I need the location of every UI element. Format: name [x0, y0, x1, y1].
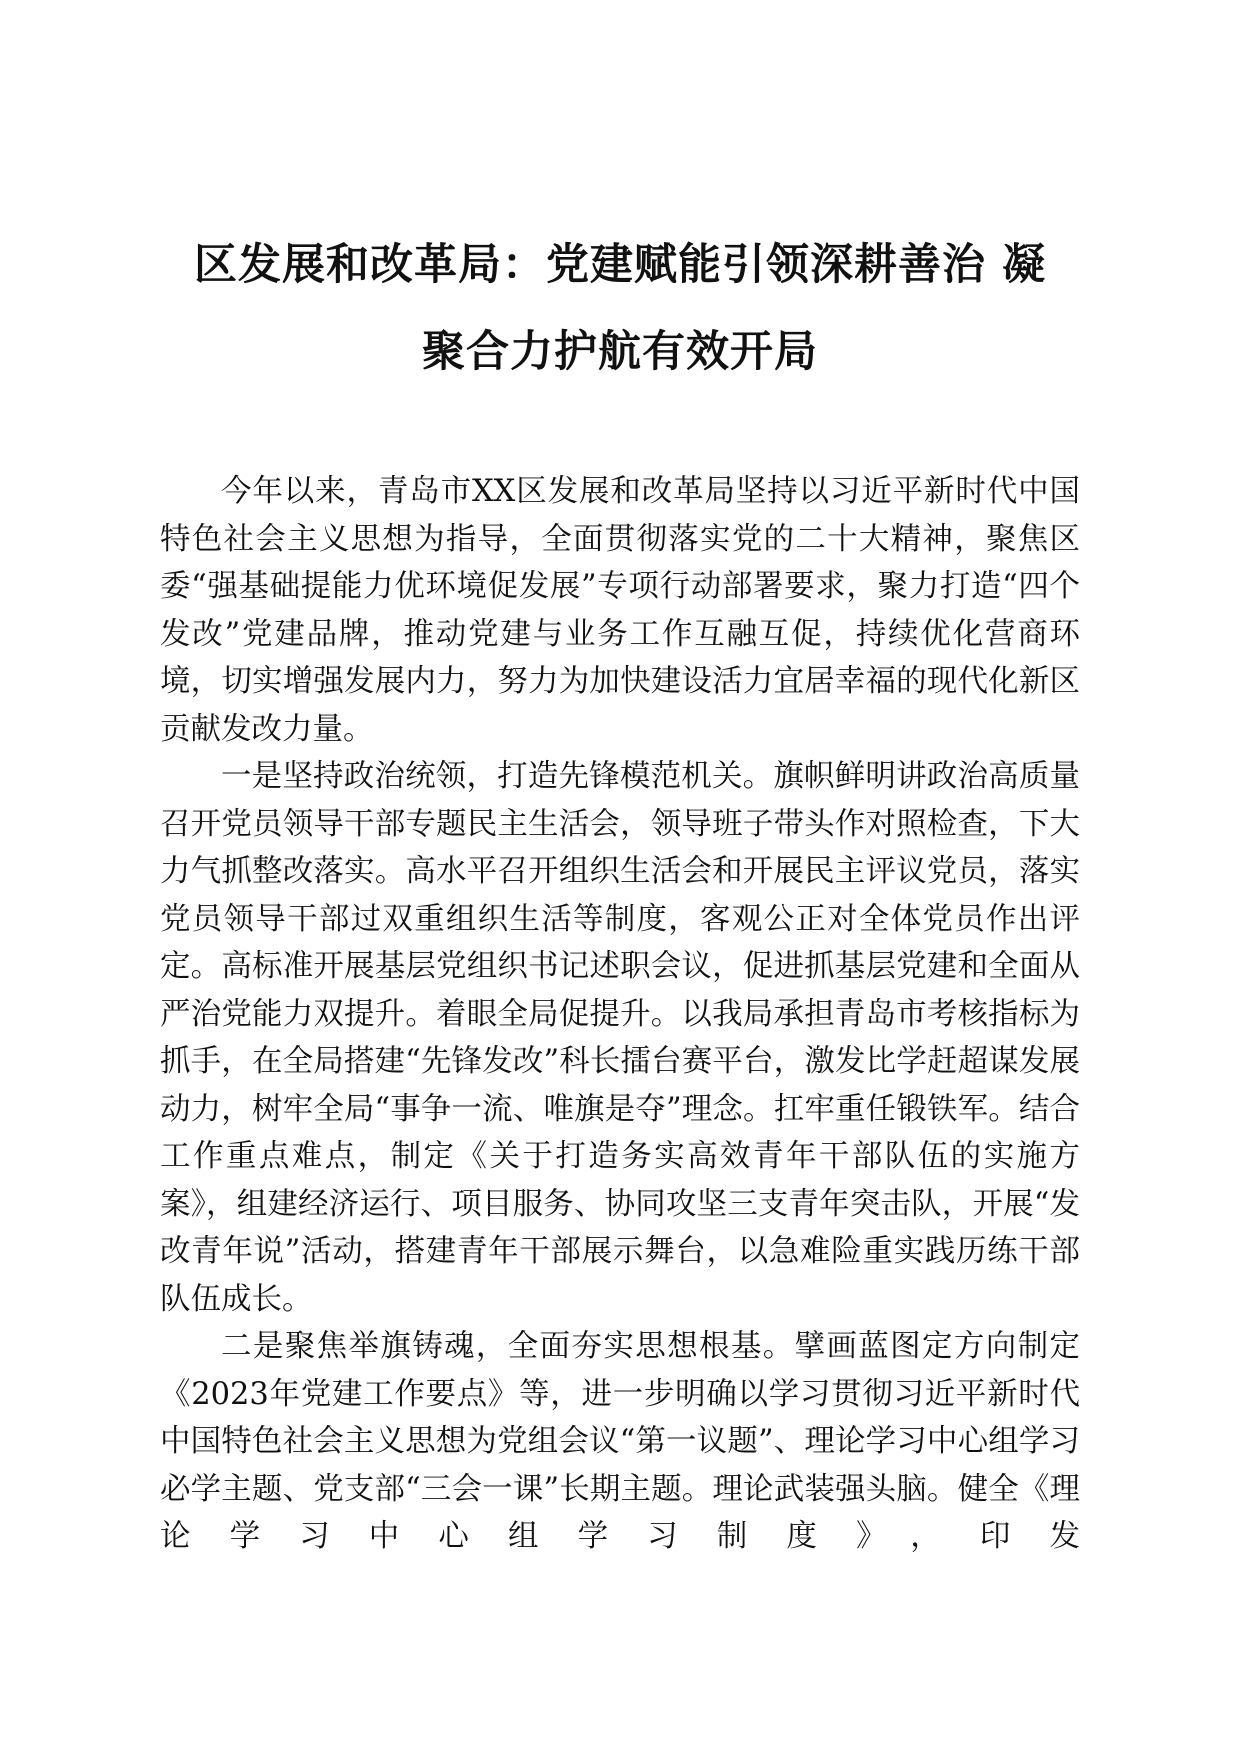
paragraph-section-one: 一是坚持政治统领，打造先锋模范机关。旗帜鲜明讲政治高质量召开党员领导干部专题民主生活会，领导班子带头作对照检查，下大力气抓整改落实。高水平召开组织生活会和开展民主评议党员，落实党员领导干部过双重组织生活等制度，客观公正对全体党员作出评定。高标准开展基层党组织书记述职会议，促进抓基层党建和全面从严治党能力双提升。着眼全局促提升。以我局承担青岛市考核指标为抓手，在全局搭建“先锋发改”科长擂台赛平台，激发比学赶超谋发展动力，树牢全局“事争一流、唯旗是夺”理念。扛牢重任锻铁军。结合工作重点难点，制定《关于打造务实高效青年干部队伍的实施方案》，组建经济运行、项目服务、协同攻坚三支青年突击队，开展“发改青年说”活动，搭建青年干部展示舞台，以急难险重实践历练干部队伍成长。	[160, 759, 1080, 1317]
paragraph-section-two: 二是聚焦举旗铸魂，全面夯实思想根基。擘画蓝图定方向制定《2023年党建工作要点》等，进一步明确以学习贯彻习近平新时代中国特色社会主义思想为党组会议“第一议题”、理论学习中心组学习必学主题、党支部“三会一课”长期主题。理论武装强头脑。健全《理论学习中心组学习制度》，印发	[160, 1329, 1080, 1554]
title-line-2: 聚合力护航有效开局	[422, 327, 818, 377]
paragraph-intro: 今年以来，青岛市XX区发展和改革局坚持以习近平新时代中国特色社会主义思想为指导，全面贯彻落实党的二十大精神，聚焦区委“强基础提能力优环境促发展”专项行动部署要求，聚力打造“四个发改”党建品牌，推动党建与业务工作互融互促，持续优化营商环境，切实增强发展内力，努力为加快建设活力宜居幸福的现代化新区贡献发改力量。	[160, 474, 1080, 747]
document-body	[160, 468, 1080, 1561]
title-line-1: 区发展和改革局：党建赋能引领深耕善治 凝	[194, 240, 1046, 290]
document-title	[150, 222, 1090, 396]
